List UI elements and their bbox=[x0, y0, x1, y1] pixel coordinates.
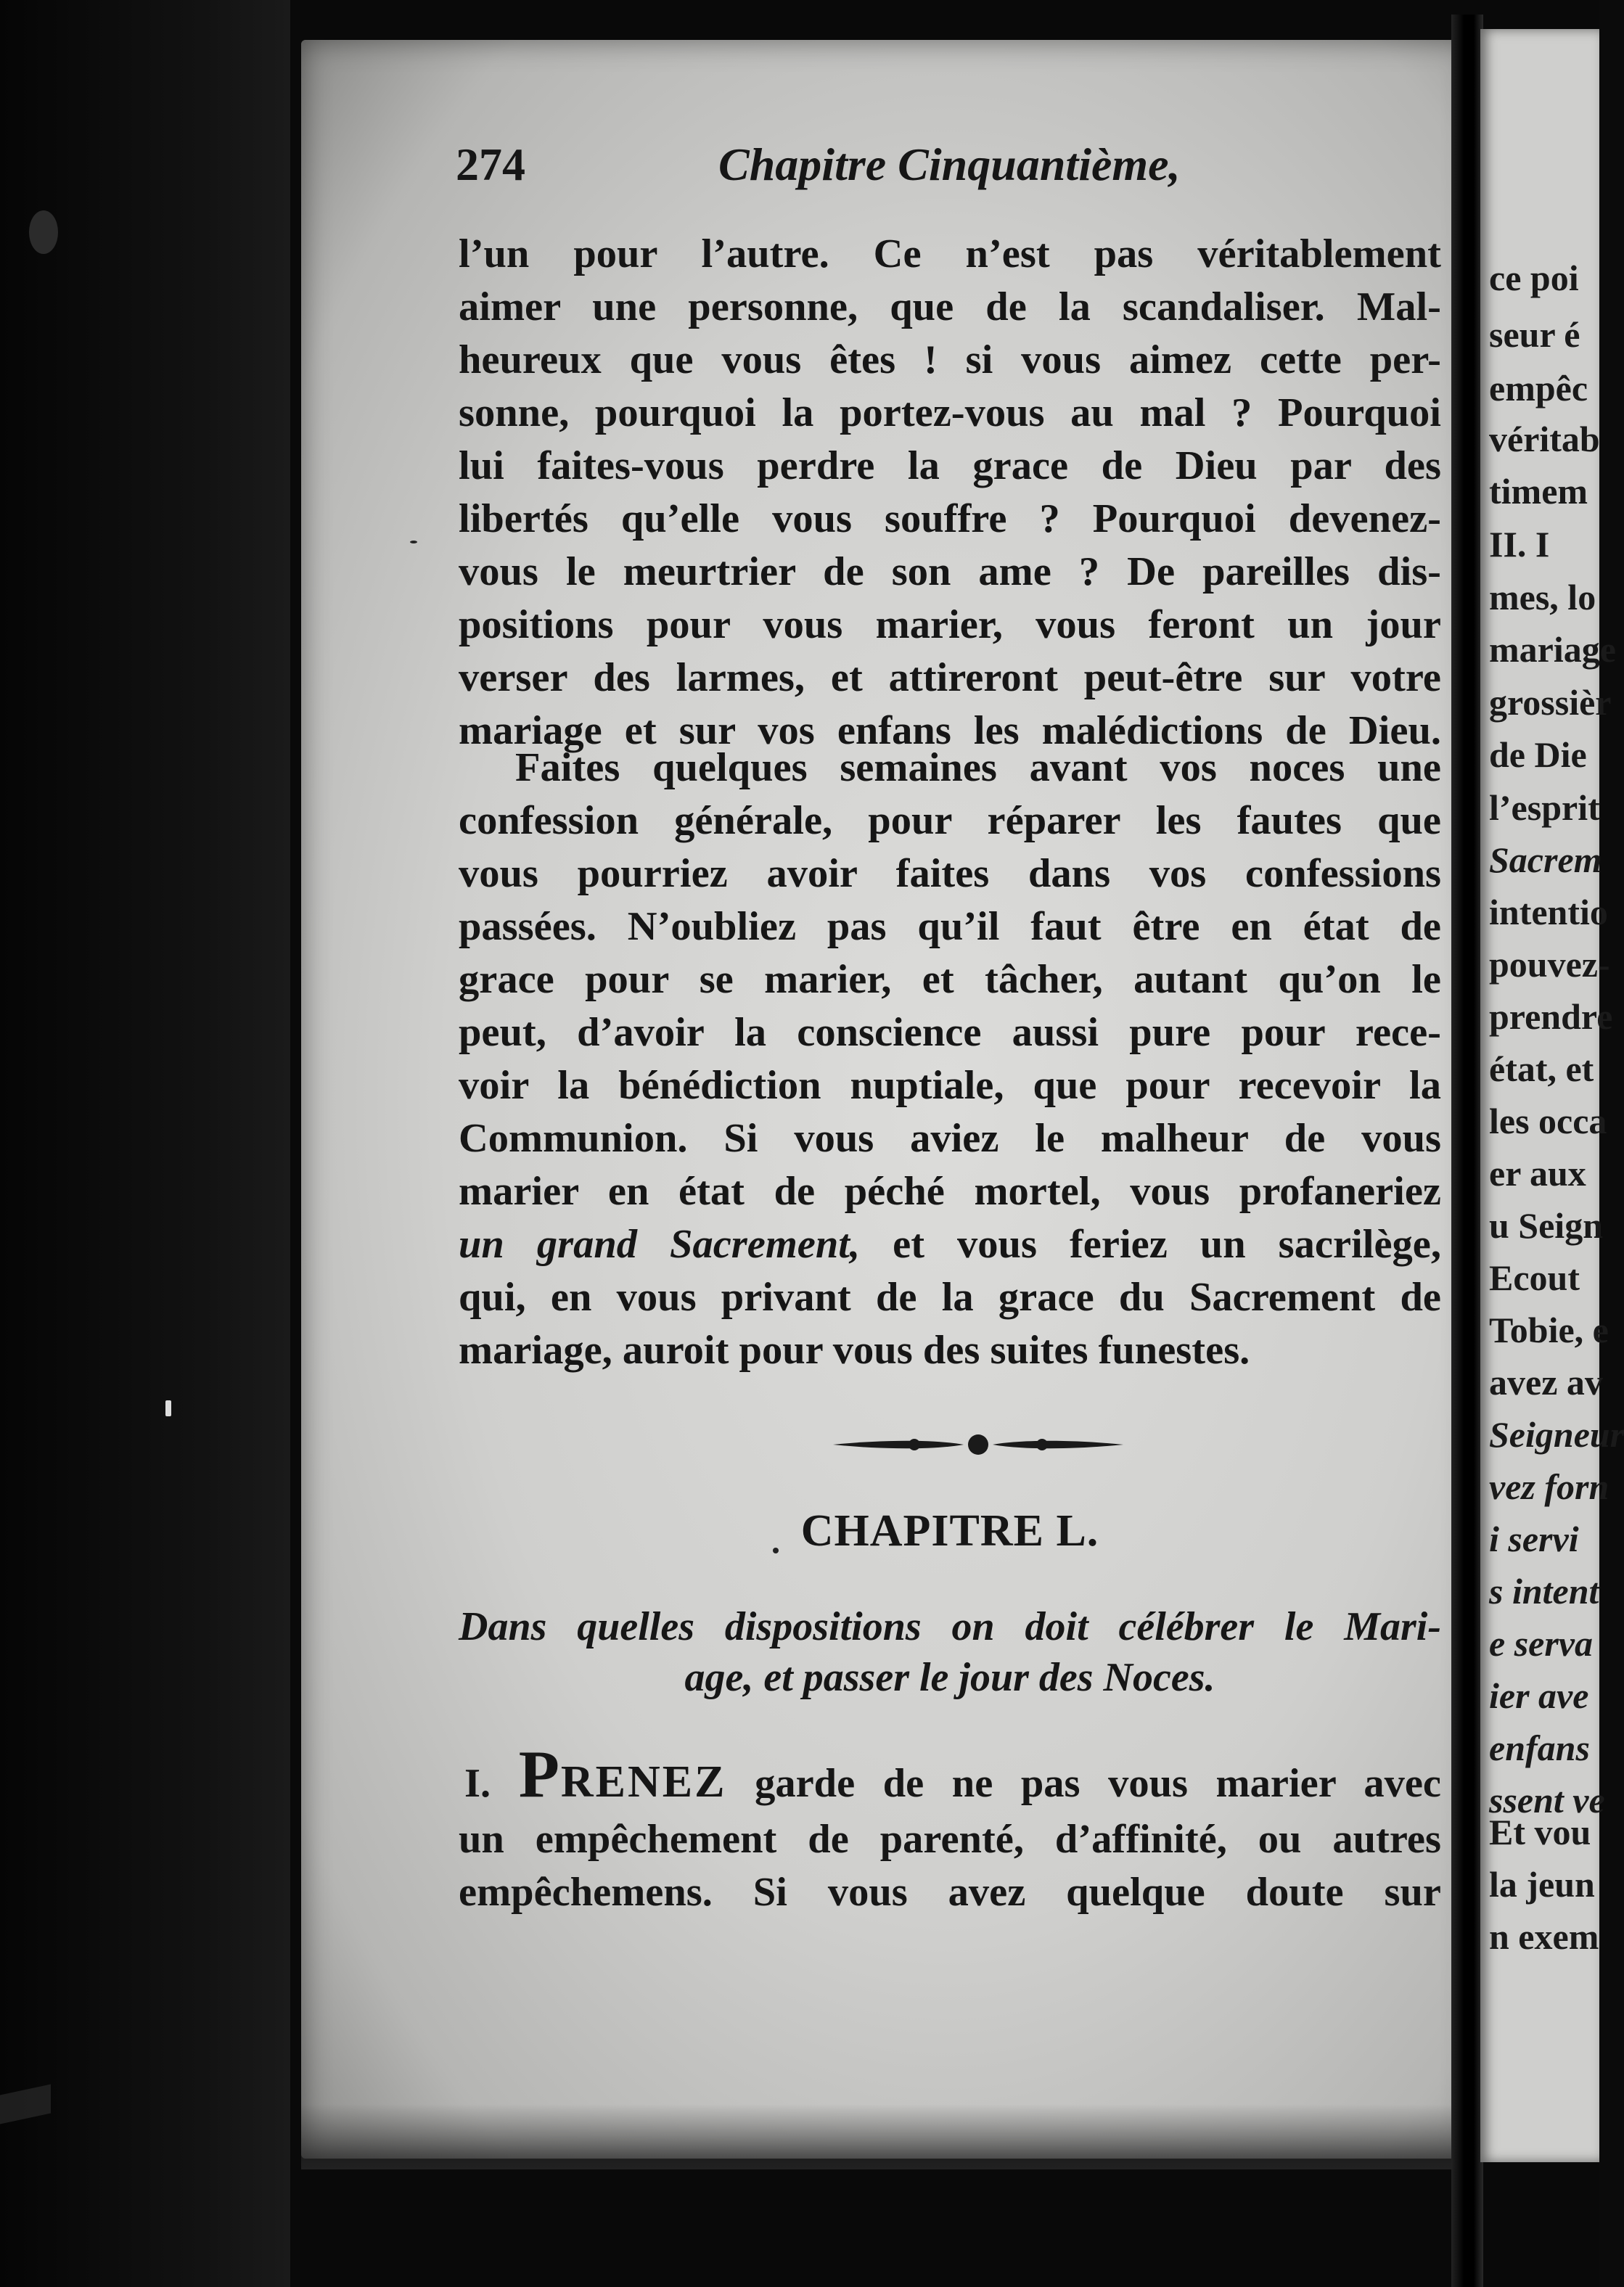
text-line-italic-phrase bbox=[459, 1219, 1441, 1270]
text-line: peut, d’avoir la conscience aussi pure pour rece- bbox=[459, 1010, 1441, 1055]
facing-page-fragment: véritab bbox=[1489, 419, 1600, 459]
page-bottom-shadow bbox=[301, 2104, 1473, 2169]
facing-page-fragment: enfans bbox=[1489, 1728, 1590, 1768]
facing-page-fragment: ssent ve bbox=[1489, 1780, 1605, 1820]
scan-speck bbox=[165, 1400, 171, 1416]
facing-page-fragment: Seigneur bbox=[1489, 1414, 1624, 1455]
facing-page-fragment: ier ave bbox=[1489, 1675, 1589, 1716]
facing-page-fragment: état, et bbox=[1489, 1048, 1594, 1089]
section-one-first-line bbox=[464, 1737, 1442, 1811]
chapter-subtitle-line-1: Dans quelles dispositions on doit célébrer le Mari- bbox=[459, 1604, 1441, 1649]
facing-page-fragment: timem bbox=[1489, 471, 1588, 512]
facing-page-fragment: l’esprit bbox=[1489, 787, 1600, 828]
facing-page-fragment: la jeun bbox=[1489, 1864, 1595, 1905]
scan-speck bbox=[410, 541, 417, 543]
book-gutter bbox=[1451, 15, 1483, 2287]
text-line: qui, en vous privant de la grace du Sacrement de bbox=[459, 1275, 1441, 1320]
facing-page-fragment: de Die bbox=[1489, 734, 1587, 775]
facing-page-fragment: empêc bbox=[1489, 368, 1588, 408]
scan-speck bbox=[0, 2085, 51, 2124]
facing-page-fragment: grossièr bbox=[1489, 682, 1612, 723]
facing-page-fragment: intentio bbox=[1489, 892, 1608, 932]
facing-page-fragment: prendre bbox=[1489, 996, 1613, 1037]
text-line: voir la bénédiction nuptiale, que pour recevoir la bbox=[459, 1063, 1441, 1108]
text-span: garde de ne pas vous marier avec bbox=[726, 1761, 1442, 1806]
section-numeral: I. bbox=[464, 1761, 491, 1806]
text-line: positions pour vous marier, vous feront un jour bbox=[459, 602, 1441, 647]
facing-page-fragment: vez forn bbox=[1489, 1466, 1609, 1507]
running-title: Chapitre Cinquantième, bbox=[718, 139, 1181, 190]
page-number: 274 bbox=[456, 139, 525, 190]
text-line: vous le meurtrier de son ame ? De pareilles dis- bbox=[459, 549, 1441, 594]
text-line: vous pourriez avoir faites dans vos confessions bbox=[459, 851, 1441, 896]
facing-page-fragment: mes, lo bbox=[1489, 577, 1596, 617]
text-line: verser des larmes, et attireront peut-être sur votre bbox=[459, 655, 1441, 700]
italic-phrase: un grand Sacrement, bbox=[459, 1222, 861, 1267]
facing-page-fragment: seur é bbox=[1489, 314, 1580, 355]
text-line: confession générale, pour réparer les fautes que bbox=[459, 798, 1441, 843]
scan-speck bbox=[29, 210, 58, 254]
facing-page-fragment: ce poi bbox=[1489, 258, 1579, 298]
facing-page-fragment: les occa bbox=[1489, 1101, 1607, 1141]
facing-page-fragment: Tobie, e bbox=[1489, 1310, 1609, 1350]
text-line: Faites quelques semaines avant vos noces une bbox=[515, 745, 1441, 790]
text-span: et vous feriez un sacrilège, bbox=[860, 1222, 1441, 1267]
text-line: grace pour se marier, et tâcher, autant qu’on le bbox=[459, 957, 1441, 1002]
facing-page-fragment: Sacrem bbox=[1489, 839, 1602, 880]
facing-page-fragment: u Seign bbox=[1489, 1205, 1604, 1246]
text-line: mariage, auroit pour vous des suites funestes. bbox=[459, 1328, 1250, 1373]
facing-page-fragment: pouvez- bbox=[1489, 944, 1610, 985]
facing-page-fragment: II. I bbox=[1489, 524, 1550, 564]
text-line: l’un pour l’autre. Ce n’est pas véritablement bbox=[459, 231, 1441, 276]
facing-page-fragment: i servi bbox=[1489, 1519, 1579, 1559]
ornament-rule bbox=[826, 1426, 1131, 1463]
small-caps-word: RENEZ bbox=[560, 1757, 727, 1807]
chapter-title: CHAPITRE L. bbox=[800, 1506, 1099, 1556]
text-line: lui faites-vous perdre la grace de Dieu par des bbox=[459, 443, 1441, 488]
facing-page-fragment: e serva bbox=[1489, 1623, 1593, 1664]
facing-page-sliver bbox=[1480, 29, 1624, 2162]
text-line: aimer une personne, que de la scandaliser. Mal- bbox=[459, 284, 1441, 329]
text-line: sonne, pourquoi la portez-vous au mal ? Pourquoi bbox=[459, 390, 1441, 435]
text-line: libertés qu’elle vous souffre ? Pourquoi devenez- bbox=[459, 496, 1441, 541]
text-line: un empêchement de parenté, d’affinité, ou autres bbox=[459, 1817, 1441, 1862]
text-line: passées. N’oubliez pas qu’il faut être en état de bbox=[459, 904, 1441, 949]
facing-page-fragment: Et vou bbox=[1489, 1812, 1591, 1852]
facing-page-fragment: Ecout bbox=[1489, 1257, 1580, 1298]
drop-initial: P bbox=[518, 1737, 561, 1811]
facing-page-fragment: n exem bbox=[1489, 1916, 1599, 1957]
left-scan-margin bbox=[0, 0, 290, 2287]
facing-page-fragment: mariage bbox=[1489, 629, 1616, 670]
text-line: heureux que vous êtes ! si vous aimez cette per- bbox=[459, 337, 1441, 382]
scan-speck bbox=[773, 1548, 779, 1553]
chapter-subtitle-line-2: age, et passer le jour des Noces. bbox=[684, 1655, 1215, 1700]
text-line: marier en état de péché mortel, vous profaneriez bbox=[459, 1169, 1441, 1214]
facing-page-fragment: s intent bbox=[1489, 1571, 1599, 1611]
text-line: Communion. Si vous aviez le malheur de vous bbox=[459, 1116, 1441, 1161]
facing-page-fragment: er aux bbox=[1489, 1153, 1586, 1194]
text-line: mariage et sur vos enfans les malédictions de Dieu. bbox=[459, 708, 1441, 753]
text-line: empêchemens. Si vous avez quelque doute sur bbox=[459, 1870, 1441, 1915]
facing-page-fragment: avez av bbox=[1489, 1362, 1603, 1403]
